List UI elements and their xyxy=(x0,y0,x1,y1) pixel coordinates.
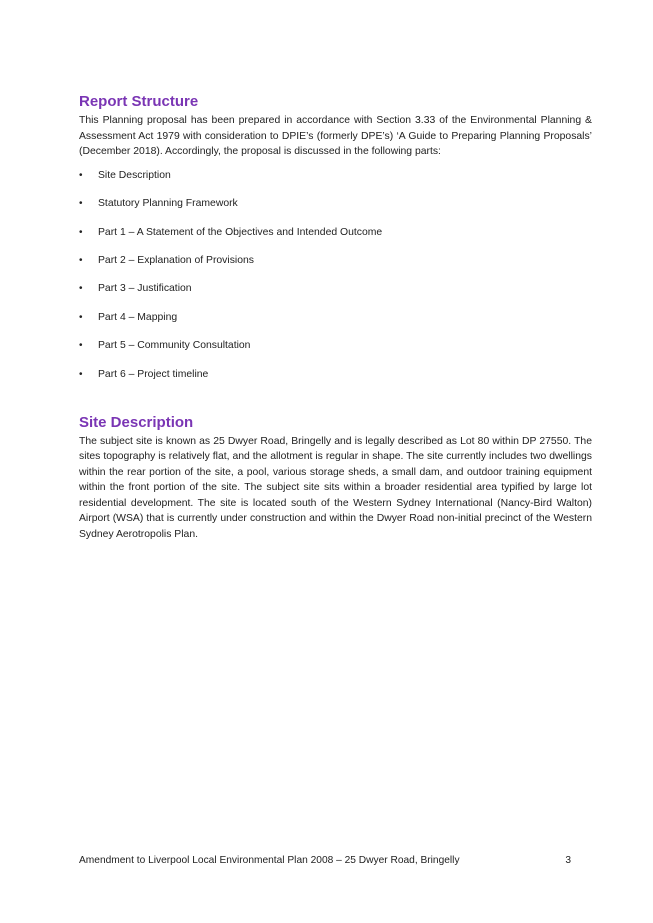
report-structure-section xyxy=(79,93,592,382)
list-item-label: Part 5 – Community Consultation xyxy=(98,340,251,352)
list-item-label: Part 4 – Mapping xyxy=(98,311,178,323)
list-item xyxy=(79,368,592,382)
list-item-label: Part 1 – A Statement of the Objectives and Intended Outcome xyxy=(98,226,383,238)
page-footer xyxy=(79,855,571,866)
bullet-icon: • xyxy=(79,311,83,323)
bullet-icon: • xyxy=(79,254,83,266)
page-number: 3 xyxy=(565,855,571,866)
list-item xyxy=(79,169,592,183)
bullet-icon: • xyxy=(79,198,83,210)
list-item xyxy=(79,282,592,296)
site-description-body: The subject site is known as 25 Dwyer Road, Bringelly and is legally described as Lot 80 within DP 27550. The sites topography is relatively flat, and the allotment is regular in shape. The site currently includes two dwellings within the rear portion of the site, a pool, various storage sheds, a small dam, and outdoor training equipment within the front portion of the site. The subject site sits within a broader residential area typified by large lot residential development. The site is located south of the Western Sydney International (Nancy-Bird Walton) Airport (WSA) that is currently under construction and within the Dwyer Road non-initial precinct of the Western Sydney Aerotropolis Plan. xyxy=(79,435,592,541)
bullet-icon: • xyxy=(79,226,83,238)
list-item xyxy=(79,339,592,353)
site-description-heading: Site Description xyxy=(79,413,194,431)
bullet-icon: • xyxy=(79,169,83,181)
report-structure-heading: Report Structure xyxy=(79,93,199,110)
list-item xyxy=(79,226,592,240)
report-structure-intro: This Planning proposal has been prepared in accordance with Section 3.33 of the Environmental Planning & Assessment Act 1979 with consideration to DPIE’s (formerly DPE’s) ‘A Guide to Preparing Planning Proposals’ (December 2018). Accordingly, the proposal is discussed in the following parts: xyxy=(79,115,592,158)
list-item xyxy=(79,197,592,211)
list-item-label: Site Description xyxy=(98,169,171,181)
page-content xyxy=(79,93,592,543)
footer-title: Amendment to Liverpool Local Environmental Plan 2008 – 25 Dwyer Road, Bringelly xyxy=(79,855,460,866)
list-item-label: Part 3 – Justification xyxy=(98,283,192,295)
report-parts-list xyxy=(79,169,592,382)
site-description-section xyxy=(79,414,592,543)
list-item-label: Statutory Planning Framework xyxy=(98,198,238,210)
bullet-icon: • xyxy=(79,340,83,352)
list-item-label: Part 6 – Project timeline xyxy=(98,368,209,380)
bullet-icon: • xyxy=(79,368,83,380)
bullet-icon: • xyxy=(79,283,83,295)
list-item-label: Part 2 – Explanation of Provisions xyxy=(98,254,254,266)
list-item xyxy=(79,311,592,325)
list-item xyxy=(79,254,592,268)
